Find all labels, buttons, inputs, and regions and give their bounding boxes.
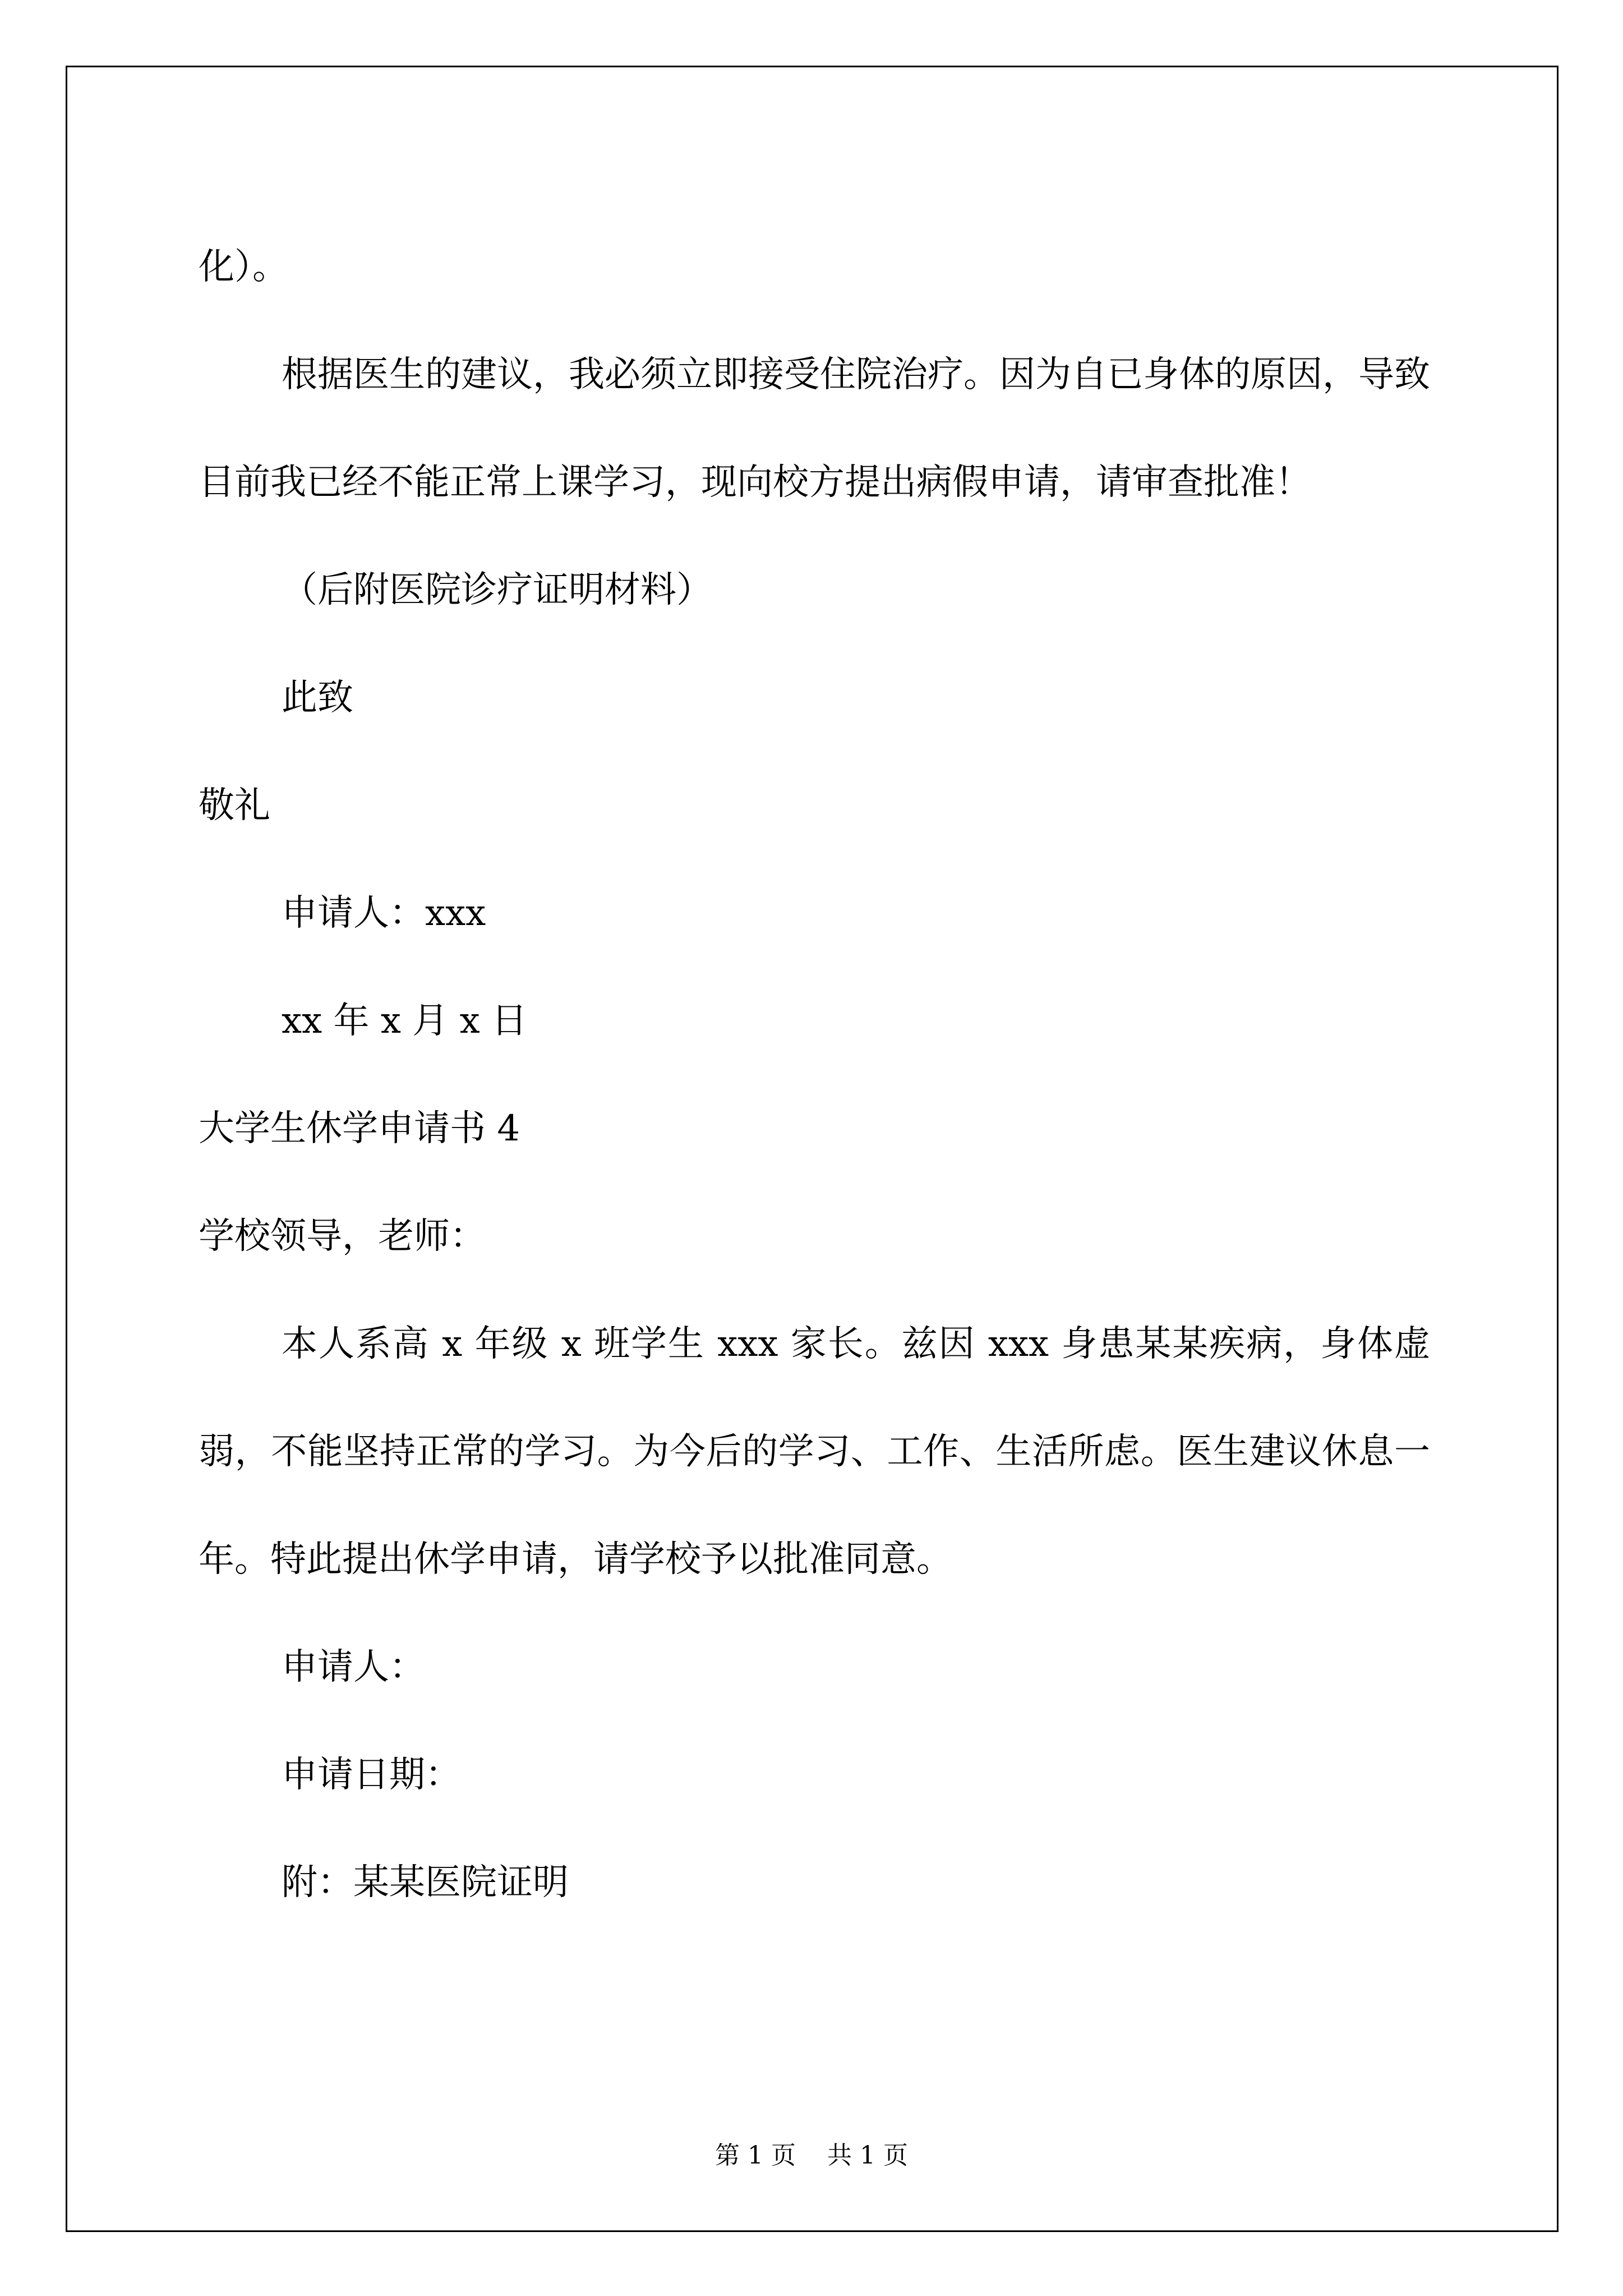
applicant-signature: 申请人：xxx: [282, 892, 486, 934]
applicant-label: 申请人：: [282, 1646, 425, 1688]
signature-date: xx 年 x 月 x 日: [282, 1000, 528, 1042]
closing-salutation: 此致: [282, 677, 353, 719]
letter-greeting: 学校领导，老师：: [199, 1216, 486, 1257]
application-date-label: 申请日期：: [282, 1754, 461, 1796]
paragraph-continuation: 化）。: [199, 246, 288, 288]
attachment-label: 附：某某医院证明: [282, 1862, 569, 1903]
paragraph-medical-advice: 根据医生的建议，我必须立即接受住院治疗。因为自已身体的原因，导致目前我已经不能正常上课学习，现向校方提出病假申请，请审查批准！: [199, 354, 1430, 503]
page-number: 第 1 页: [715, 2141, 796, 2170]
paragraph-leave-request: 本人系高 x 年级 x 班学生 xxx 家长。兹因 xxx 身患某某疾病，身体虚弱，不能坚持正常的学习。为今后的学习、工作、生活所虑。医生建议休息一年。特此提出休学申请，请学校予以批准同意。: [199, 1323, 1430, 1580]
page-total: 共 1 页: [827, 2141, 908, 2170]
section-title: 大学生休学申请书 4: [199, 1108, 520, 1149]
paragraph-attachment-note: （后附医院诊疗证明材料）: [282, 569, 712, 611]
document-body: [199, 213, 1430, 1936]
page-footer: [0, 2140, 1623, 2171]
closing-regards: 敬礼: [199, 785, 270, 826]
